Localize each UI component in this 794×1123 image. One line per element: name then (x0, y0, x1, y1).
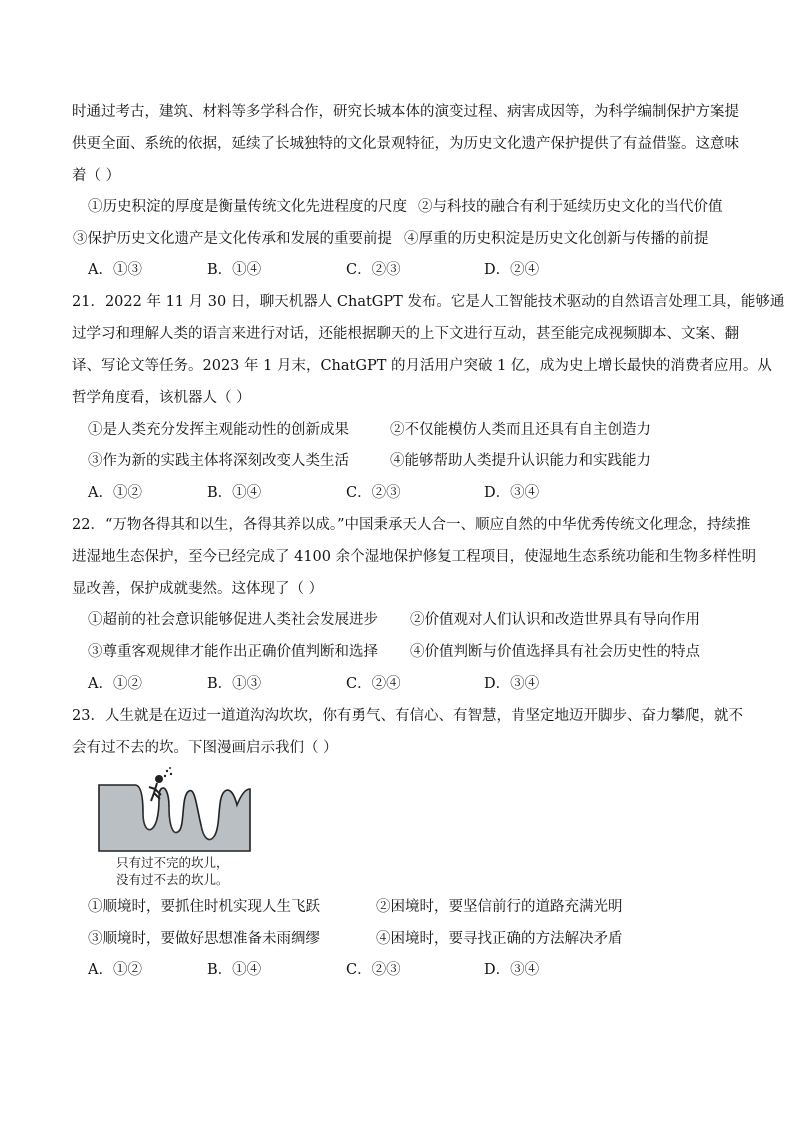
q22-choice-d[interactable]: D．③④ (484, 676, 540, 692)
q23-line-2: 会有过不去的坎。下图漫画启示我们（ ） (72, 740, 338, 756)
q22-line-3: 显改善，保护成就斐然。这体现了（ ） (72, 581, 324, 597)
q22-choice-c[interactable]: C．②④ (346, 676, 401, 692)
q22-choice-a[interactable]: A．①② (88, 676, 142, 692)
q23-choice-b[interactable]: B．①④ (207, 962, 262, 978)
q22-option-3: ③尊重客观规律才能作出正确价值判断和选择 (88, 644, 378, 660)
q21-line-3: 译、写论文等任务。2023 年 1 月末，ChatGPT 的月活用户突破 1 亿，成为史上增长最快的消费者应用。从 (72, 358, 772, 374)
terrain-shape (99, 785, 250, 851)
q23-option-3: ③顺境时，要做好思想准备未雨绸缪 (88, 931, 320, 947)
q20-line-1: 时通过考古，建筑、材料等多学科合作，研究长城本体的演变过程、病害成因等，为科学编制保护方案提 (72, 104, 739, 120)
q22-option-1: ①超前的社会意识能够促进人类社会发展进步 (88, 612, 378, 628)
q22-choice-b[interactable]: B．①③ (207, 676, 262, 692)
q20-option-2: ②与科技的融合有利于延续历史文化的当代价值 (418, 199, 723, 215)
cartoon-caption-line-2: 没有过不去的坎儿。 (116, 872, 229, 887)
q21-choice-d[interactable]: D．③④ (484, 485, 540, 501)
q21-option-2: ②不仅能模仿人类而且还具有自主创造力 (390, 422, 651, 438)
q21-choice-a[interactable]: A．①② (88, 485, 142, 501)
q20-choice-b[interactable]: B．①④ (207, 262, 262, 278)
climber-head (155, 775, 163, 783)
q23-choice-c[interactable]: C．②③ (346, 962, 401, 978)
q21-line-1: 21．2022 年 11 月 30 日，聊天机器人 ChatGPT 发布。它是人工智能技术驱动的自然语言处理工具，能够通 (72, 294, 785, 310)
q21-option-4: ④能够帮助人类提升认识能力和实践能力 (390, 453, 651, 469)
climber-body (149, 783, 161, 801)
q21-option-3: ③作为新的实践主体将深刻改变人类生活 (88, 453, 349, 469)
q20-choice-d[interactable]: D．②④ (484, 262, 540, 278)
q23-option-4: ④困境时，要寻找正确的方法解决矛盾 (376, 931, 623, 947)
q23-option-1: ①顺境时，要抓住时机实现人生飞跃 (88, 899, 320, 915)
q20-option-1: ①历史积淀的厚度是衡量传统文化先进程度的尺度 (88, 199, 407, 215)
sweat-drop (166, 770, 168, 772)
q23-line-1: 23．人生就是在迈过一道道沟沟坎坎，你有勇气、有信心、有智慧，肯坚定地迈开脚步、奋力攀爬，就不 (72, 708, 743, 724)
q23-choice-a[interactable]: A．①② (88, 962, 142, 978)
q21-line-4: 哲学角度看，该机器人（ ） (72, 390, 251, 406)
q22-option-4: ④价值判断与价值选择具有社会历史性的特点 (410, 644, 700, 660)
q21-choice-b[interactable]: B．①④ (207, 485, 262, 501)
q20-option-3: ③保护历史文化遗产是文化传承和发展的重要前提 (73, 231, 392, 247)
q21-line-2: 过学习和理解人类的语言来进行对话，还能根据聊天的上下文进行互动，甚至能完成视频脚本、文案、翻 (72, 326, 739, 342)
q22-option-2: ②价值观对人们认识和改造世界具有导向作用 (410, 612, 700, 628)
sweat-drop (170, 773, 172, 775)
q20-line-3: 着（ ） (72, 168, 121, 184)
q20-line-2: 供更全面、系统的依据，延续了长城独特的文化景观特征，为历史文化遗产保护提供了有益借鉴。这意味 (72, 136, 739, 152)
q21-choice-c[interactable]: C．②③ (346, 485, 401, 501)
sweat-drop (164, 775, 166, 777)
q22-line-2: 进湿地生态保护，至今已经完成了 4100 余个湿地保护修复工程项目，使湿地生态系统功能和生物多样性明 (72, 549, 757, 565)
q20-choice-c[interactable]: C．②③ (346, 262, 401, 278)
q23-choice-d[interactable]: D．③④ (484, 962, 540, 978)
sweat-drop (169, 767, 171, 769)
q21-option-1: ①是人类充分发挥主观能动性的创新成果 (88, 422, 349, 438)
cartoon-caption-line-1: 只有过不完的坎儿， (116, 855, 229, 870)
q23-option-2: ②困境时，要坚信前行的道路充满光明 (376, 899, 623, 915)
q20-option-4: ④厚重的历史积淀是历史文化创新与传播的前提 (404, 231, 709, 247)
q22-line-1: 22．“万物各得其和以生，各得其养以成。”中国秉承天人合一、顺应自然的中华优秀传统文化理念，持续推 (72, 517, 751, 533)
q20-choice-a[interactable]: A．①③ (88, 262, 142, 278)
